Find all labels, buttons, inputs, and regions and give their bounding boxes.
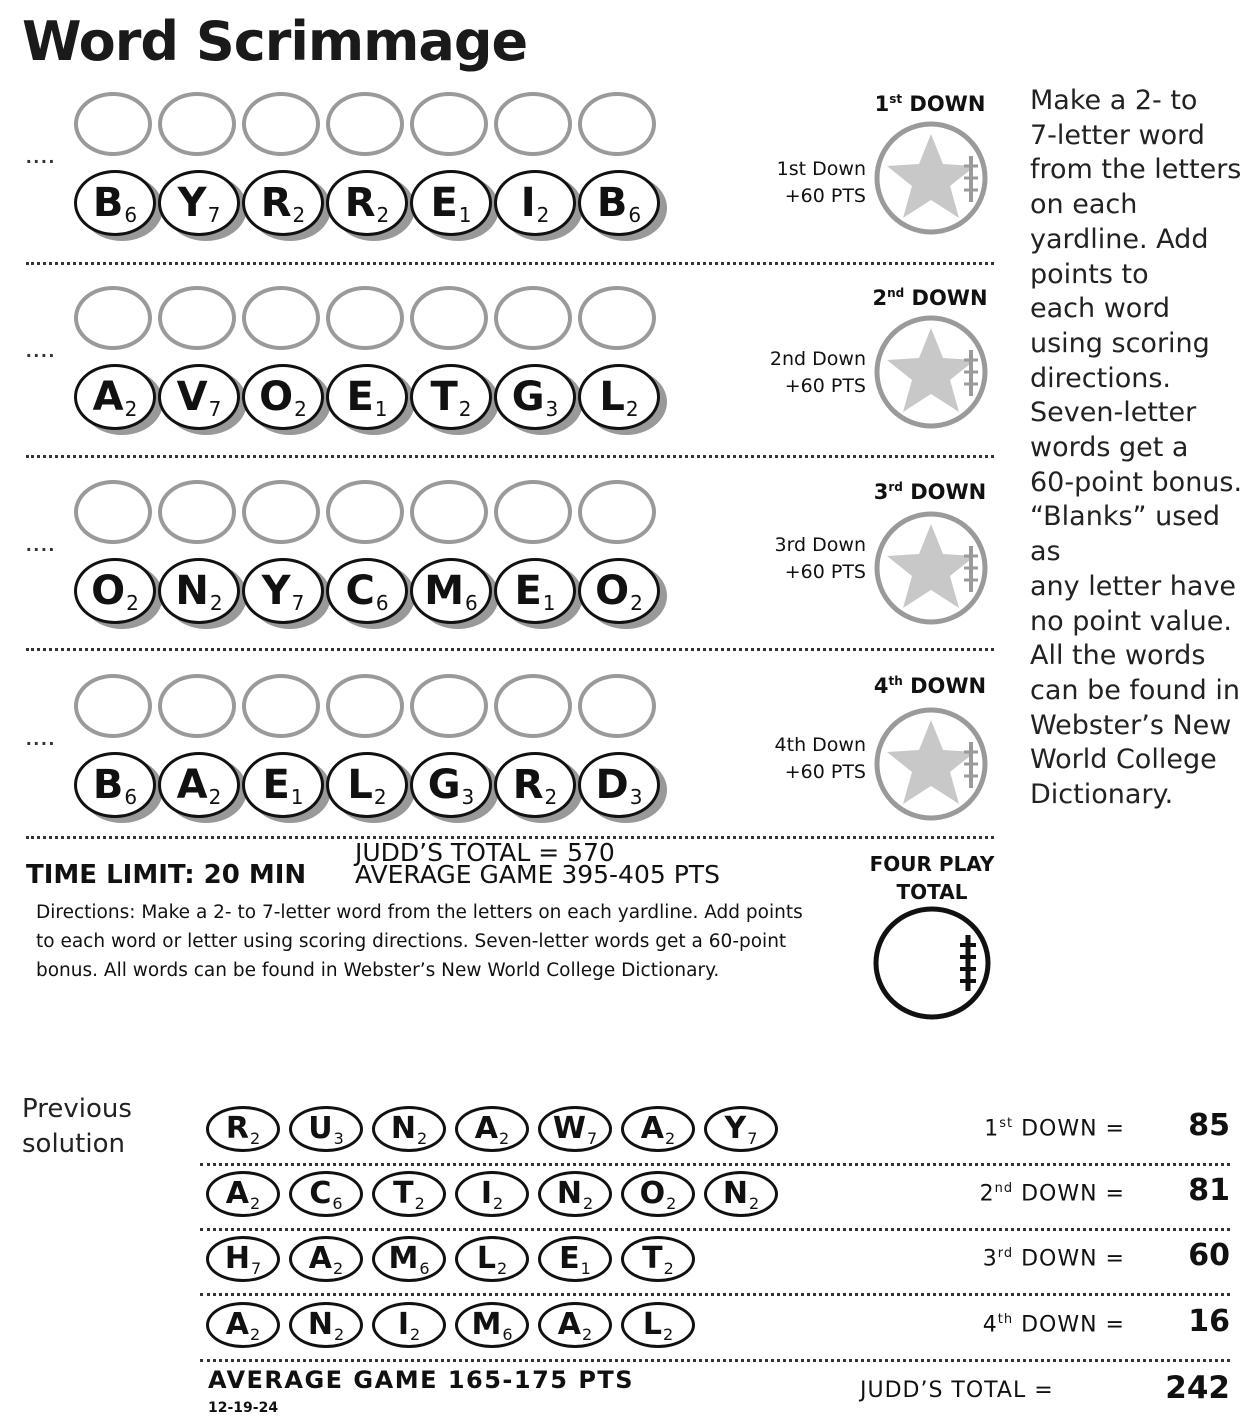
tile-letter: D [595,762,629,808]
tile-value: 7 [747,1128,758,1148]
football-star-icon[interactable] [873,120,989,236]
down-ord: 2 [979,1181,995,1207]
letter-tile[interactable] [410,752,492,818]
tile-letter: U [308,1111,333,1146]
down-label-line1: 3rd Down [774,534,866,556]
four-play-line2: TOTAL [896,880,968,904]
down-ord: 1 [984,1116,1000,1142]
answer-blank[interactable] [158,480,236,544]
solution-down-score: 81 [1188,1173,1230,1208]
tile-value: 2 [124,397,138,421]
tile-value: 6 [124,785,138,809]
letter-tile[interactable] [494,170,576,236]
down-ord: 2 [872,286,888,310]
letter-tile[interactable] [326,364,408,430]
down-word: DOWN [910,480,987,504]
tile-value: 2 [662,1324,674,1344]
answer-blank[interactable] [494,92,572,156]
side-instruction-line: 60-point bonus. [1030,466,1243,498]
tile-letter: B [596,180,628,226]
tile-letter: L [599,374,625,420]
down-suffix: st [889,92,903,106]
solution-tile [289,1302,363,1348]
solution-tile [455,1236,529,1282]
tile-value: 2 [333,1324,345,1344]
tile-letter: N [175,568,209,614]
tile-value: 1 [580,1258,591,1278]
down-suffix: th [997,1312,1014,1327]
solution-tile [206,1302,280,1348]
puzzle-date: 12-19-24 [208,1400,279,1416]
solution-tile [372,1302,446,1348]
solution-tile [538,1236,612,1282]
down-bonus-label [740,156,866,210]
solution-tile [289,1171,363,1217]
tile-value: 3 [461,785,475,809]
tile-letter: L [347,762,373,808]
tile-value: 2 [630,591,643,615]
row-separator [26,648,994,651]
tile-value: 2 [333,1258,344,1278]
tile-letter: N [556,1176,582,1211]
solution-tile [621,1106,695,1152]
letter-tile[interactable] [410,558,492,624]
previous-line1: Previous [22,1094,132,1124]
tile-value: 3 [545,397,559,421]
tile-letter: A [92,374,124,420]
down-word: DOWN = [1021,1181,1125,1207]
tile-letter: B [92,762,124,808]
solution-tile [289,1236,363,1282]
tile-value: 2 [250,1193,261,1213]
tile-value: 6 [502,1324,513,1344]
tile-letter: T [642,1241,663,1276]
directions-line: to each word or letter using scoring directions. Seven-letter words get a 60-point [36,931,787,952]
answer-blank[interactable] [158,674,236,738]
solution-separator [200,1359,1230,1362]
solution-tile [704,1106,778,1152]
tile-value: 6 [628,203,642,227]
letter-tile[interactable] [578,558,660,624]
letter-tile[interactable] [578,364,660,430]
solution-tile [206,1236,280,1282]
tile-value: 2 [492,1193,504,1213]
down-header [860,480,1000,504]
down-word: DOWN = [1021,1116,1125,1142]
solution-tile [455,1171,529,1217]
down-header [860,286,1000,310]
average-game-top: AVERAGE GAME 395-405 PTS [355,860,720,889]
answer-blank[interactable] [578,674,656,738]
tile-letter: A [474,1111,499,1146]
judd-total-bottom-label: JUDD’S TOTAL = [860,1378,1054,1403]
answer-blank[interactable] [326,286,404,350]
solution-tile [704,1171,778,1217]
tile-letter: R [225,1111,249,1146]
solution-down-score: 85 [1188,1108,1230,1143]
letter-tile[interactable] [74,364,156,430]
down-bonus-label [740,346,866,400]
side-instruction-line: any letter have [1030,570,1237,602]
tile-letter: R [260,180,292,226]
side-instruction-line: directions. [1030,362,1171,394]
tile-letter: I [480,1176,492,1211]
tile-value: 2 [666,1193,677,1213]
football-star-icon[interactable] [873,314,989,430]
solution-down-label [900,1246,1125,1271]
tile-letter: W [552,1111,586,1146]
letter-tile[interactable] [158,752,240,818]
solution-tile [206,1106,280,1152]
letter-tile[interactable] [494,752,576,818]
tile-value: 2 [376,203,390,227]
tile-value: 2 [294,397,307,421]
tile-letter: Y [724,1111,747,1146]
tile-letter: L [476,1241,496,1276]
answer-blank[interactable] [158,92,236,156]
tile-value: 1 [542,591,556,615]
tile-value: 2 [665,1128,676,1148]
side-instruction-line: Webster’s New [1030,709,1232,741]
down-word: DOWN [911,286,988,310]
letter-tile[interactable] [326,752,408,818]
tile-letter: H [224,1241,250,1276]
tile-value: 1 [374,397,388,421]
side-instruction-line: 7-letter word [1030,119,1205,151]
down-label-line2: +60 PTS [784,375,866,397]
tile-letter: E [514,568,542,614]
letter-tile[interactable] [410,170,492,236]
tile-value: 2 [582,1193,594,1213]
tile-value: 1 [290,785,304,809]
tile-value: 2 [250,1324,261,1344]
yardline-row [0,670,1000,860]
answer-blank[interactable] [494,480,572,544]
answer-blank[interactable] [74,92,152,156]
tile-letter: M [388,1241,419,1276]
side-instruction-line: can be found in [1030,674,1241,706]
letter-tile[interactable] [74,170,156,236]
down-bonus-label [740,532,866,586]
tile-value: 2 [499,1128,510,1148]
letter-tile[interactable] [74,752,156,818]
tile-letter: E [262,762,290,808]
letter-tile[interactable] [242,364,324,430]
solution-down-score: 16 [1188,1304,1230,1339]
side-instruction-line: World College [1030,744,1217,776]
down-word: DOWN [910,674,987,698]
tile-letter: R [512,762,544,808]
previous-line2: solution [22,1129,125,1159]
yardline-row [0,282,1000,472]
letter-tile[interactable] [326,558,408,624]
tile-letter: A [225,1307,250,1342]
tile-letter: I [397,1307,409,1342]
down-suffix: rd [888,480,903,494]
side-instruction-line: yardline. Add [1030,223,1209,255]
solution-tile [621,1302,695,1348]
row-dots: .... [26,728,57,750]
answer-blank[interactable] [74,286,152,350]
tile-value: 2 [209,591,223,615]
football-star-icon[interactable] [873,510,989,626]
down-ord: 4 [982,1312,998,1338]
side-instruction-line: each word [1030,293,1171,325]
directions [36,898,846,985]
answer-blank[interactable] [326,92,404,156]
tile-value: 2 [414,1193,425,1213]
answer-blank[interactable] [158,286,236,350]
tile-value: 7 [586,1128,598,1148]
tile-value: 2 [208,785,222,809]
down-suffix: th [888,674,903,688]
solution-tile [538,1171,612,1217]
tile-value: 2 [544,785,558,809]
down-label-line2: +60 PTS [784,761,866,783]
tile-letter: O [259,374,294,420]
solution-tile [621,1171,695,1217]
down-ord: 1 [874,92,890,116]
side-instruction-line: from the letters [1030,154,1242,186]
time-limit: TIME LIMIT: 20 MIN [26,860,307,890]
down-suffix: nd [887,286,905,300]
tile-value: 2 [416,1128,428,1148]
tile-letter: O [595,568,630,614]
solution-tile [621,1236,695,1282]
directions-line: bonus. All words can be found in Webster’s New World College Dictionary. [36,960,720,981]
tile-letter: O [91,568,126,614]
solution-separator [200,1293,1230,1296]
tile-letter: N [722,1176,748,1211]
tile-value: 2 [496,1258,508,1278]
tile-value: 2 [126,591,139,615]
solution-separator [200,1163,1230,1166]
tile-value: 2 [409,1324,421,1344]
row-dots: .... [26,340,57,362]
tile-letter: M [471,1307,502,1342]
down-word: DOWN = [1021,1246,1125,1272]
down-suffix: nd [994,1181,1014,1196]
tile-letter: B [92,180,124,226]
tile-letter: G [427,762,461,808]
solution-tile [372,1171,446,1217]
letter-tile[interactable] [74,558,156,624]
side-instruction-line: Make a 2- to [1030,85,1198,116]
letter-tile[interactable] [158,170,240,236]
directions-line: Directions: Make a 2- to 7-letter word from the letters on each yardline. Add points [36,902,803,923]
answer-blank[interactable] [242,92,320,156]
letter-tile[interactable] [578,170,660,236]
letter-tile[interactable] [494,364,576,430]
tile-value: 1 [458,203,472,227]
answer-blank[interactable] [74,480,152,544]
four-play-total-label [862,850,1002,906]
down-label-line1: 2nd Down [769,348,866,370]
down-label-line1: 4th Down [774,734,866,756]
tile-letter: C [345,568,375,614]
side-instruction-line: on each [1030,189,1138,221]
answer-blank[interactable] [410,286,488,350]
answer-blank[interactable] [242,480,320,544]
previous-solution-label [22,1092,132,1162]
answer-blank[interactable] [410,480,488,544]
tile-value: 3 [333,1128,344,1148]
tile-value: 2 [458,397,472,421]
tile-value: 2 [249,1128,261,1148]
answer-blank[interactable] [326,674,404,738]
answer-blank[interactable] [494,674,572,738]
tile-value: 6 [465,591,478,615]
answer-blank[interactable] [410,674,488,738]
down-label-line2: +60 PTS [784,561,866,583]
tile-letter: A [640,1111,665,1146]
down-suffix: st [999,1116,1014,1131]
answer-blank[interactable] [578,480,656,544]
row-separator [26,455,994,458]
tile-letter: N [307,1307,333,1342]
tile-value: 7 [208,397,222,421]
letter-tile[interactable] [242,558,324,624]
tile-value: 6 [419,1258,430,1278]
tile-value: 2 [663,1258,674,1278]
tile-value: 2 [373,785,387,809]
tile-letter: A [557,1307,582,1342]
down-word: DOWN [909,92,986,116]
tile-value: 7 [250,1258,262,1278]
tile-letter: N [390,1111,416,1146]
down-label-line2: +60 PTS [784,185,866,207]
side-instruction-line: points to [1030,258,1149,290]
letter-tile[interactable] [158,364,240,430]
down-header [860,674,1000,698]
judd-total-top [355,838,720,889]
tile-letter: T [393,1176,414,1211]
tile-letter: E [559,1241,580,1276]
tile-letter: E [430,180,458,226]
down-bonus-label [740,732,866,786]
answer-blank[interactable] [242,674,320,738]
tile-letter: G [511,374,545,420]
down-ord: 3 [873,480,889,504]
down-ord: 3 [982,1246,998,1272]
tile-value: 7 [291,591,305,615]
tile-letter: L [642,1307,662,1342]
down-suffix: rd [997,1246,1014,1261]
answer-blank[interactable] [494,286,572,350]
tile-value: 7 [207,203,221,227]
row-separator [26,262,994,265]
tile-letter: C [309,1176,332,1211]
tile-letter: V [176,374,208,420]
down-word: DOWN = [1021,1312,1125,1338]
letter-tile[interactable] [494,558,576,624]
side-instruction-line: Seven-letter [1030,397,1197,429]
tile-letter: R [344,180,376,226]
solution-tile [538,1106,612,1152]
side-instruction-line: Dictionary. [1030,779,1174,811]
tile-letter: A [176,762,208,808]
judd-total-bottom-value: 242 [1165,1370,1230,1406]
tile-value: 3 [629,785,643,809]
answer-blank[interactable] [326,480,404,544]
solution-down-label [900,1116,1125,1141]
tile-letter: M [424,568,465,614]
tile-letter: I [520,180,536,226]
letter-tile[interactable] [326,170,408,236]
side-instruction-line: using scoring [1030,327,1210,359]
solution-down-label [900,1181,1125,1206]
side-instruction-line: no point value. [1030,605,1232,637]
tile-value: 2 [292,203,306,227]
side-instruction-line: “Blanks” used as [1030,501,1221,568]
tile-letter: Y [261,568,291,614]
tile-letter: A [308,1241,333,1276]
tile-value: 6 [375,591,389,615]
letter-tile[interactable] [242,752,324,818]
tile-value: 6 [124,203,138,227]
average-game-bottom: AVERAGE GAME 165-175 PTS [208,1366,635,1394]
answer-blank[interactable] [578,286,656,350]
solution-down-score: 60 [1188,1238,1230,1273]
side-instruction-line: All the words [1030,640,1206,672]
solution-tile [455,1106,529,1152]
down-header [860,92,1000,116]
tile-value: 2 [748,1193,760,1213]
yardline-row [0,88,1000,278]
solution-down-label [900,1312,1125,1337]
page-title: Word Scrimmage [22,10,528,73]
down-ord: 4 [873,674,889,698]
down-label-line1: 1st Down [776,158,866,180]
tile-value: 2 [625,397,639,421]
judd-total-top-text: JUDD’S TOTAL = 570 [355,838,615,867]
letter-tile[interactable] [158,558,240,624]
row-dots: .... [26,534,57,556]
answer-blank[interactable] [242,286,320,350]
solution-tile [455,1302,529,1348]
tile-value: 2 [536,203,550,227]
yardline-row [0,476,1000,666]
solution-tile [538,1302,612,1348]
tile-letter: Y [177,180,207,226]
solution-tile [372,1106,446,1152]
tile-letter: E [346,374,374,420]
solution-tile [372,1236,446,1282]
tile-letter: A [225,1176,250,1211]
football-star-icon[interactable] [873,706,989,822]
tile-letter: O [639,1176,666,1211]
letter-tile[interactable] [578,752,660,818]
football-icon[interactable] [872,905,992,1021]
tile-letter: T [430,374,458,420]
solution-separator [200,1228,1230,1231]
solution-tile [289,1106,363,1152]
answer-blank[interactable] [410,92,488,156]
tile-value: 6 [332,1193,343,1213]
four-play-line1: FOUR PLAY [869,852,995,876]
side-instruction-line: words get a [1030,432,1189,464]
answer-blank[interactable] [74,674,152,738]
answer-blank[interactable] [578,92,656,156]
letter-tile[interactable] [242,170,324,236]
row-dots: .... [26,146,57,168]
solution-tile [206,1171,280,1217]
letter-tile[interactable] [410,364,492,430]
tile-value: 2 [582,1324,593,1344]
side-instructions [1030,84,1252,813]
